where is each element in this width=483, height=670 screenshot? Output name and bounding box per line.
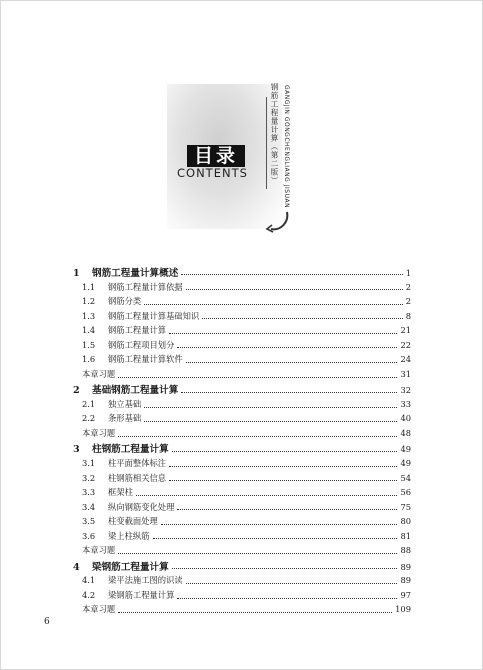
dot-leader [172, 451, 398, 452]
toc-entry-title: 梁钢筋工程量计算 [92, 561, 169, 573]
toc-section-row[interactable] [73, 412, 411, 427]
toc-page-number: 1 [405, 268, 411, 278]
toc-page-number: 32 [400, 385, 411, 396]
toc-entry-title: 柱钢筋工程量计算 [92, 444, 169, 456]
dot-leader [186, 583, 398, 584]
toc-entry-title: 独立基础 [108, 398, 142, 409]
dot-leader [118, 612, 392, 613]
toc-page-number: 109 [395, 604, 411, 615]
toc-entry-title: 基础钢筋工程量计算 [92, 385, 179, 397]
toc-page-number: 80 [400, 516, 411, 527]
toc-section-row[interactable] [73, 281, 411, 296]
toc-page-number: 2 [405, 296, 411, 307]
toc-entry-title: 柱钢筋相关信息 [108, 472, 167, 483]
toc-entry-title: 钢筋分类 [108, 296, 142, 307]
toc-entry-title: 条形基础 [108, 413, 142, 424]
toc-entry-number: 1.3 [82, 310, 96, 321]
dot-leader [181, 392, 397, 393]
toc-entry-number: 3.5 [82, 516, 96, 527]
toc-entry-number: 1.5 [82, 339, 96, 350]
toc-page-number: 24 [400, 354, 411, 365]
toc-page-number: 8 [405, 310, 411, 321]
toc-section-row[interactable] [73, 486, 411, 501]
toc-entry-number: 2.2 [82, 413, 96, 424]
dot-leader [169, 480, 397, 481]
toc-entry-number: 2.1 [82, 398, 96, 409]
dot-leader [172, 568, 398, 569]
toc-section-row[interactable] [73, 457, 411, 472]
toc-entry-number: 3.2 [82, 472, 96, 483]
dot-leader [118, 553, 397, 554]
toc-page-number: 56 [400, 487, 411, 498]
toc-page-number: 49 [400, 444, 411, 455]
dot-leader [136, 495, 398, 496]
toc-entry-number: 1.1 [82, 281, 96, 292]
toc-entry-number: 1.2 [82, 296, 96, 307]
dot-leader [181, 274, 402, 275]
toc-page-number: 21 [400, 325, 411, 336]
toc-page-number: 54 [400, 472, 411, 483]
dot-leader [177, 598, 397, 599]
toc-page-number: 75 [400, 501, 411, 512]
toc-entry-title: 钢筋工程量计算 [108, 325, 167, 336]
toc-entry-title: 本章习题 [82, 368, 116, 379]
toc-entry-title: 柱平面整体标注 [108, 457, 167, 468]
page-number: 6 [44, 617, 50, 627]
toc-entry-title: 本章习题 [82, 545, 116, 556]
toc-entry-title: 钢筋工程量计算软件 [108, 354, 183, 365]
toc-entry-title: 梁平法施工图的识读 [108, 575, 183, 586]
contents-heading-box: 目录 [187, 145, 245, 167]
toc-entry-number: 1.6 [82, 354, 96, 365]
dot-leader [161, 524, 398, 525]
dot-leader [186, 362, 398, 363]
toc-section-row[interactable] [73, 472, 411, 487]
dot-leader [177, 347, 397, 348]
toc-page-number: 49 [400, 457, 411, 468]
dot-leader [202, 318, 402, 319]
table-of-contents [73, 265, 411, 618]
toc-section-row[interactable] [73, 310, 411, 325]
toc-entry-title: 本章习题 [82, 604, 116, 615]
toc-entry-number: 4.1 [82, 575, 96, 586]
book-title-vertical: 钢筋工程量计算（第二版） [270, 83, 279, 185]
toc-entry-number: 3.4 [82, 501, 96, 512]
dot-leader [169, 466, 397, 467]
toc-page-number: 31 [400, 368, 411, 379]
dot-leader [186, 289, 403, 290]
toc-entry-number: 4.2 [82, 589, 96, 600]
toc-exercise-row[interactable] [73, 368, 411, 383]
dot-leader [144, 421, 397, 422]
toc-entry-number: 4 [73, 561, 80, 573]
toc-page-number: 33 [400, 398, 411, 409]
toc-entry-number: 3 [73, 444, 80, 456]
toc-entry-title: 钢筋工程量计算依据 [108, 281, 183, 292]
dot-leader [169, 333, 397, 334]
curl-arrow-icon [263, 206, 291, 234]
toc-exercise-row[interactable] [73, 427, 411, 442]
dot-leader [144, 304, 403, 305]
dot-leader [144, 407, 397, 408]
toc-section-row[interactable] [73, 339, 411, 354]
toc-section-row[interactable] [73, 501, 411, 516]
toc-entry-title: 纵向钢筋变化处理 [108, 501, 175, 512]
toc-entry-number: 1.4 [82, 325, 96, 336]
toc-entry-title: 梁钢筋工程量计算 [108, 589, 175, 600]
toc-page-number: 97 [400, 589, 411, 600]
contents-word: CONTENTS [177, 166, 248, 180]
toc-chapter-row[interactable] [73, 265, 411, 281]
toc-section-row[interactable] [73, 353, 411, 368]
toc-entry-number: 2 [73, 385, 80, 397]
toc-chapter-row[interactable] [73, 441, 411, 457]
dot-leader [177, 509, 397, 510]
toc-page-number: 88 [400, 545, 411, 556]
toc-entry-number: 1 [73, 268, 80, 279]
dot-leader [118, 377, 397, 378]
dot-leader [118, 436, 397, 437]
toc-exercise-row[interactable] [73, 544, 411, 559]
toc-entry-title: 框架柱 [108, 487, 133, 498]
toc-section-row[interactable] [73, 589, 411, 604]
toc-entry-number: 3.6 [82, 530, 96, 541]
toc-page-number: 22 [400, 339, 411, 350]
toc-entry-number: 3.1 [82, 457, 96, 468]
toc-page-number: 40 [400, 413, 411, 424]
toc-page-number: 48 [400, 427, 411, 438]
toc-section-row[interactable] [73, 530, 411, 545]
toc-chapter-row[interactable] [73, 382, 411, 398]
toc-chapter-row[interactable] [73, 559, 411, 575]
toc-section-row[interactable] [73, 295, 411, 310]
toc-section-row[interactable] [73, 574, 411, 589]
toc-entry-title: 柱变截面处理 [108, 516, 158, 527]
dot-leader [153, 538, 398, 539]
toc-entry-number: 3.3 [82, 487, 96, 498]
toc-entry-title: 钢筋工程量计算概述 [92, 268, 179, 279]
toc-section-row[interactable] [73, 324, 411, 339]
toc-entry-title: 本章习题 [82, 427, 116, 438]
toc-page-number: 89 [400, 561, 411, 572]
toc-exercise-row[interactable] [73, 603, 411, 618]
toc-page-number: 89 [400, 575, 411, 586]
toc-entry-title: 钢筋工程项目划分 [108, 339, 175, 350]
toc-page-number: 2 [405, 281, 411, 292]
header-vertical-rule [266, 97, 267, 189]
book-pinyin-vertical: GANGJIN GONGCHENGLIANG JISUAN [283, 85, 290, 209]
toc-page-number: 81 [400, 530, 411, 541]
toc-entry-title: 钢筋工程量计算基础知识 [108, 310, 200, 321]
toc-entry-title: 梁上柱纵筋 [108, 530, 150, 541]
toc-section-row[interactable] [73, 398, 411, 413]
toc-section-row[interactable] [73, 515, 411, 530]
